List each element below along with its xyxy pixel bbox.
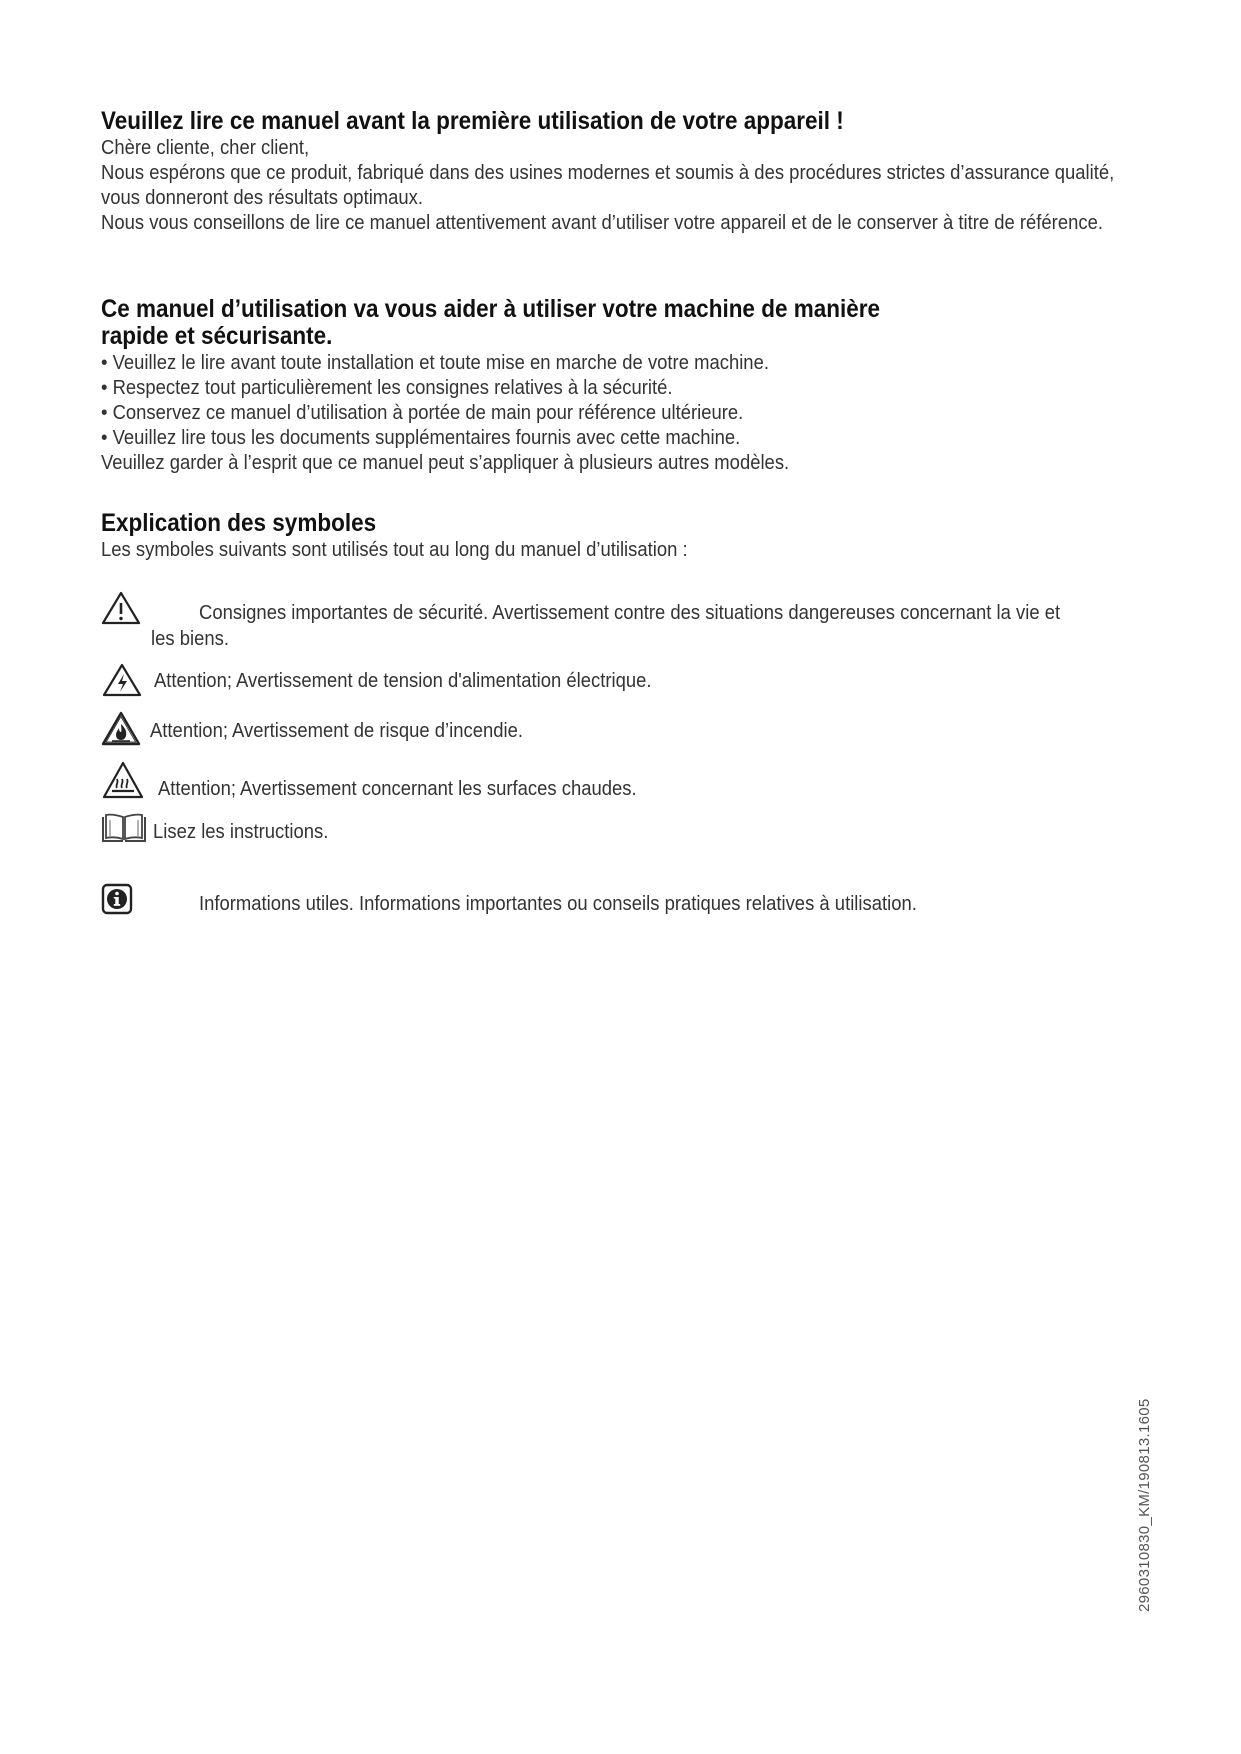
intro-heading: Veuillez lire ce manuel avant la première utilisation de votre appareil !: [101, 107, 844, 135]
usage-bullet: • Conservez ce manuel d’utilisation à portée de main pour référence ultérieure.: [101, 400, 1118, 425]
usage-bullet-list: [101, 350, 1118, 450]
symbol-text-book: Lisez les instructions.: [153, 820, 329, 843]
document-code: 2960310830_KM/190813.1605: [1136, 1398, 1153, 1612]
symbol-text-electric: Attention; Avertissement de tension d'alimentation électrique.: [154, 669, 652, 692]
symbols-heading: Explication des symboles: [101, 509, 377, 537]
warning-triangle-icon: [101, 590, 141, 631]
usage-body: [101, 350, 1118, 475]
electric-hazard-icon: [101, 662, 143, 703]
intro-paragraph-2: Nous vous conseillons de lire ce manuel attentivement avant d’utiliser votre appareil et de le conserver à titre de référence.: [101, 211, 1103, 234]
symbols-intro: Les symboles suivants sont utilisés tout au long du manuel d’utilisation :: [101, 538, 688, 561]
salutation: Chère cliente, cher client,: [101, 136, 310, 159]
usage-bullet: • Respectez tout particulièrement les consignes relatives à la sécurité.: [101, 375, 1118, 400]
symbol-text-hot-surface: Attention; Avertissement concernant les surfaces chaudes.: [158, 777, 637, 800]
usage-note: Veuillez garder à l’esprit que ce manuel peut s’appliquer à plusieurs autres modèles.: [101, 451, 790, 474]
symbol-text-info: Informations utiles. Informations importantes ou conseils pratiques relatives à utilisation.: [199, 892, 917, 915]
info-icon: [101, 883, 133, 920]
usage-bullet: • Veuillez le lire avant toute installation et toute mise en marche de votre machine.: [101, 350, 1118, 375]
symbol-text-fire: Attention; Avertissement de risque d’incendie.: [150, 719, 523, 742]
usage-bullet: • Veuillez lire tous les documents supplémentaires fournis avec cette machine.: [101, 425, 1118, 450]
symbols-section: [101, 510, 1231, 562]
intro-body: [101, 135, 1118, 235]
fire-hazard-icon: [101, 711, 141, 752]
symbol-text-safety-line1: Consignes importantes de sécurité. Avertissement contre des situations dangereuses concernant la vie et: [199, 601, 1061, 624]
intro-paragraph-1: Nous espérons que ce produit, fabriqué dans des usines modernes et soumis à des procédures strictes d’assurance qualité, vous donneront des résultats optimaux.: [101, 161, 1115, 209]
book-icon: [101, 812, 147, 849]
hot-surface-icon: [101, 760, 145, 805]
symbol-text-safety-line2: les biens.: [151, 627, 229, 650]
usage-section: [101, 296, 1231, 475]
usage-heading: Ce manuel d’utilisation va vous aider à utiliser votre machine de manière rapide et sécurisante.: [101, 295, 881, 350]
intro-section: [101, 108, 1231, 235]
